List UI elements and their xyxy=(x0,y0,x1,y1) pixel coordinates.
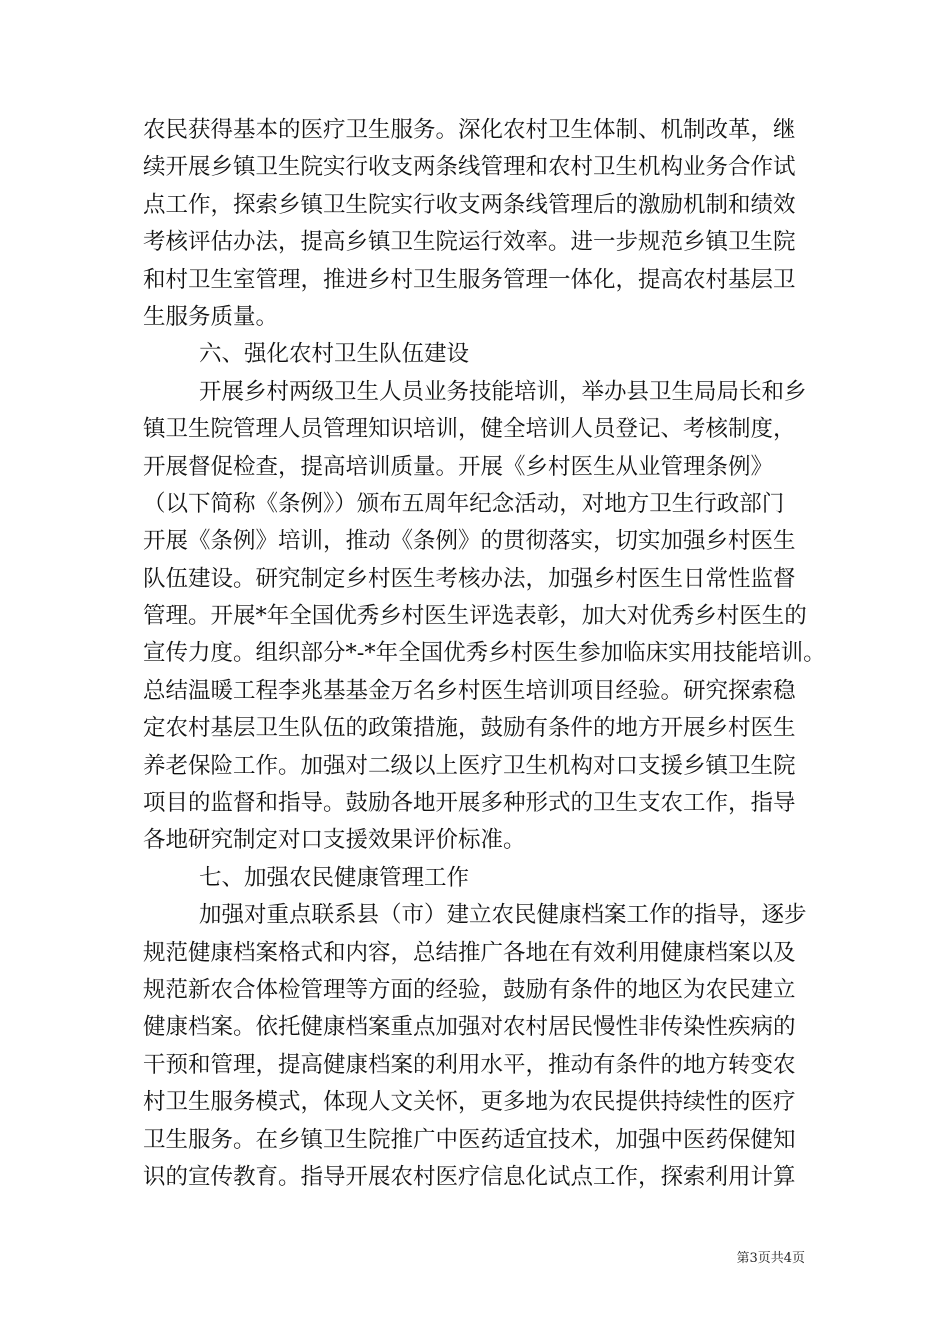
text-line: 村卫生服务模式，体现人文关怀，更多地为农民提供持续性的医疗 xyxy=(143,1089,796,1116)
text-line: 生服务质量。 xyxy=(143,303,279,330)
page-number: 第3页共4页 xyxy=(736,1251,805,1266)
text-line: 续开展乡镇卫生院实行收支两条线管理和农村卫生机构业务合作试 xyxy=(143,154,796,181)
text-line: 健康档案。依托健康档案重点加强对农村居民慢性非传染性疾病的 xyxy=(143,1014,796,1041)
text-line: 定农村基层卫生队伍的政策措施，鼓励有条件的地方开展乡村医生 xyxy=(143,715,796,742)
text-line: 开展《条例》培训，推动《条例》的贯彻落实，切实加强乡村医生 xyxy=(143,528,796,555)
text-line: 各地研究制定对口支援效果评价标准。 xyxy=(143,827,526,854)
text-line: 项目的监督和指导。鼓励各地开展多种形式的卫生支农工作，指导 xyxy=(143,790,796,817)
text-line: 干预和管理，提高健康档案的利用水平，推动有条件的地方转变农 xyxy=(143,1051,796,1078)
text-line: 和村卫生室管理，推进乡村卫生服务管理一体化，提高农村基层卫 xyxy=(143,266,796,293)
text-line: 镇卫生院管理人员管理知识培训，健全培训人员登记、考核制度， xyxy=(143,416,796,443)
text-line: 队伍建设。研究制定乡村医生考核办法，加强乡村医生日常性监督 xyxy=(143,565,796,592)
text-line: 养老保险工作。加强对二级以上医疗卫生机构对口支援乡镇卫生院 xyxy=(143,752,796,779)
text-line: 规范新农合体检管理等方面的经验，鼓励有条件的地区为农民建立 xyxy=(143,976,796,1003)
text-line: 卫生服务。在乡镇卫生院推广中医药适宜技术，加强中医药保健知 xyxy=(143,1126,796,1153)
text-line: 管理。开展*年全国优秀乡村医生评选表彰，加大对优秀乡村医生的 xyxy=(143,603,807,630)
text-line: 总结温暖工程李兆基基金万名乡村医生培训项目经验。研究探索稳 xyxy=(143,677,796,704)
indented-line: 开展乡村两级卫生人员业务技能培训，举办县卫生局局长和乡 xyxy=(199,378,807,405)
text-line: （以下简称《条例》）颁布五周年纪念活动，对地方卫生行政部门 xyxy=(143,490,785,517)
indented-line: 六、强化农村卫生队伍建设 xyxy=(199,341,470,368)
document-body xyxy=(143,112,826,1196)
indented-line: 加强对重点联系县（市）建立农民健康档案工作的指导，逐步 xyxy=(199,902,807,929)
text-line: 农民获得基本的医疗卫生服务。深化农村卫生体制、机制改革，继 xyxy=(143,117,796,143)
text-line: 宣传力度。组织部分*-*年全国优秀乡村医生参加临床实用技能培训。 xyxy=(143,640,826,667)
text-line: 点工作，探索乡镇卫生院实行收支两条线管理后的激励机制和绩效 xyxy=(143,191,796,218)
text-line: 开展督促检查，提高培训质量。开展《乡村医生从业管理条例》 xyxy=(143,453,774,480)
text-line: 识的宣传教育。指导开展农村医疗信息化试点工作，探索利用计算 xyxy=(143,1163,796,1190)
text-line: 考核评估办法，提高乡镇卫生院运行效率。进一步规范乡镇卫生院 xyxy=(143,229,796,256)
text-line: 规范健康档案格式和内容，总结推广各地在有效利用健康档案以及 xyxy=(143,939,796,966)
indented-line: 七、加强农民健康管理工作 xyxy=(199,864,470,891)
